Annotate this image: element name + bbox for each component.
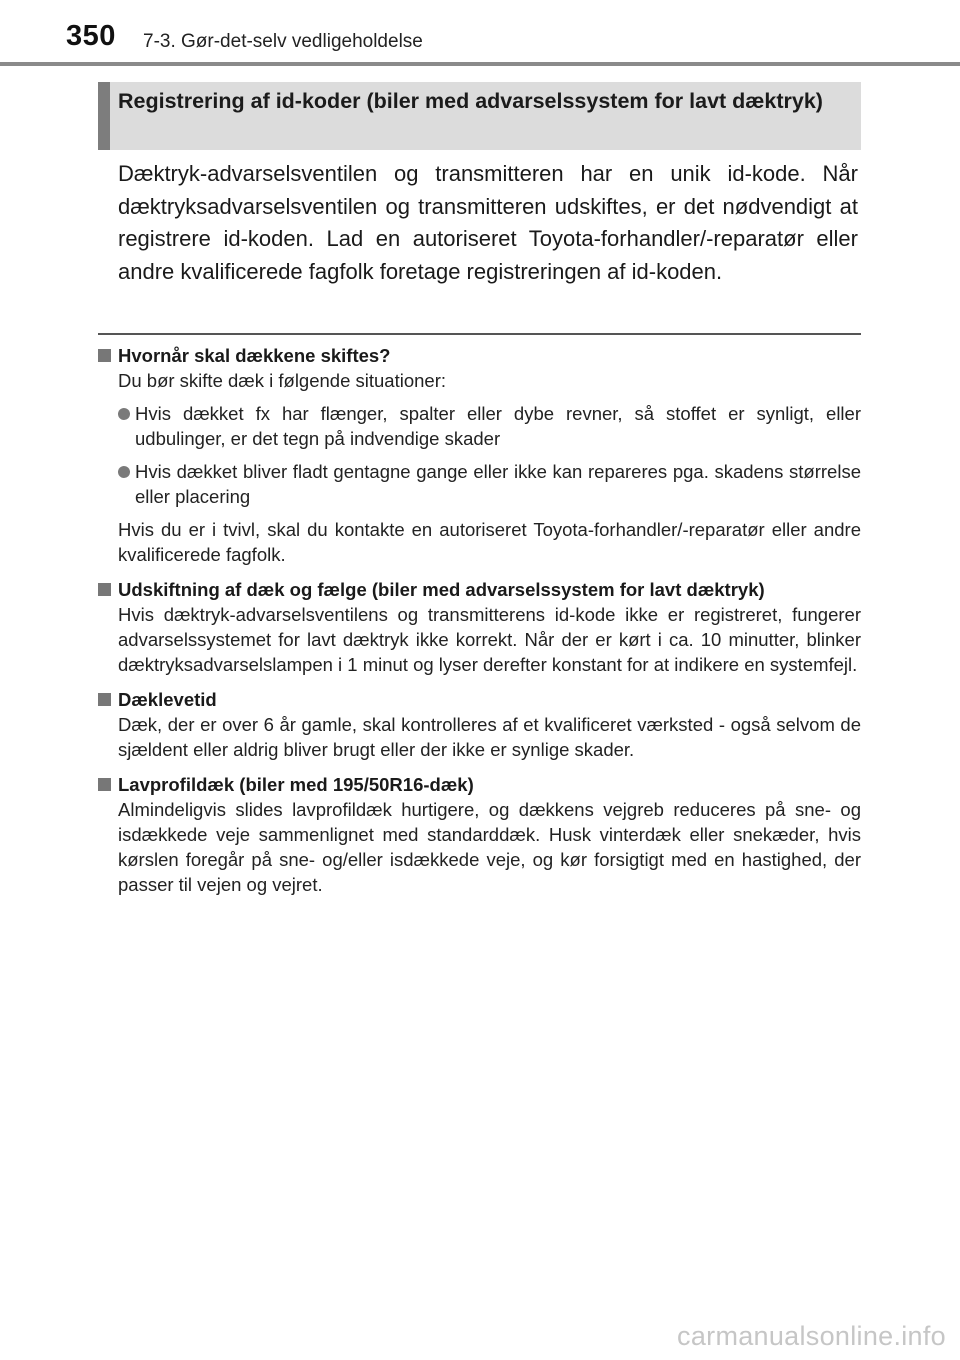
notes-content [98, 343, 861, 907]
round-bullet-icon [118, 408, 130, 420]
header-rule [0, 62, 960, 66]
watermark: carmanualsonline.info [677, 1321, 946, 1351]
topic-tire-wheel-replacement [98, 577, 861, 677]
page-number: 350 [66, 20, 116, 52]
square-bullet-icon [98, 693, 111, 706]
topic-body: Dæk, der er over 6 år gamle, skal kontrolleres af et kvalificeret værksted - også selvom de sjældent eller aldrig bliver brugt eller der ikke er synlige skader. [118, 714, 861, 760]
section-title: Registrering af id-koder (biler med advarselssystem for lavt dæktryk) [118, 89, 823, 113]
section-heading-box [98, 82, 861, 150]
topic-low-profile-tires [98, 772, 861, 897]
round-bullet-icon [118, 466, 130, 478]
topic-body: Almindeligvis slides lavprofildæk hurtigere, og dækkens vejgreb reduceres på sne- og isdækkede veje sammenlignet med standarddæk. Husk vinterdæk eller snekæder, hvis kørslen foregår på sne- og/eller isdækkede veje, og kør forsigtigt med en hastighed, der passer til vejen og vejret. [118, 799, 861, 895]
topic-title: Dæklevetid [118, 689, 217, 710]
square-bullet-icon [98, 583, 111, 596]
list-item [118, 459, 861, 509]
square-bullet-icon [98, 778, 111, 791]
topic-body: Hvis dæktryk-advarselsventilens og transmitterens id-kode ikke er registreret, fungerer advarselssystemet for lavt dæktryk ikke korrekt. Når der er kørt i ca. 10 minutter, blinker dæktryksadvarselslampen i 1 minut og lyser derefter konstant for at indikere en systemfejl. [118, 604, 861, 675]
square-bullet-icon [98, 349, 111, 362]
topic-tire-replacement [98, 343, 861, 567]
list-item-text: Hvis dækket bliver fladt gentagne gange eller ikke kan repareres pga. skadens størrelse eller placering [135, 461, 861, 507]
list-item-text: Hvis dækket fx har flænger, spalter eller dybe revner, så stoffet er synligt, eller udbulinger, er det tegn på indvendige skader [135, 403, 861, 449]
topic-title: Lavprofildæk (biler med 195/50R16-dæk) [118, 774, 474, 795]
topic-lead: Du bør skifte dæk i følgende situationer: [118, 370, 447, 391]
topic-title: Udskiftning af dæk og fælge (biler med advarselssystem for lavt dæktryk) [118, 579, 765, 600]
section-intro: Dæktryk-advarselsventilen og transmitteren har en unik id-kode. Når dæktryksadvarselsventilen og transmitteren udskiftes, er det nødvendigt at registrere id-koden. Lad en autoriseret Toyota-forhandler/-reparatør eller andre kvalificerede fagfolk foretage registreringen af id-koden. [118, 161, 858, 284]
topic-title: Hvornår skal dækkene skiftes? [118, 345, 391, 366]
list-item [118, 401, 861, 451]
topic-tire-lifetime [98, 687, 861, 762]
topic-closing: Hvis du er i tvivl, skal du kontakte en autoriseret Toyota-forhandler/-reparatør eller andre kvalificerede fagfolk. [118, 519, 861, 565]
page-header [0, 0, 960, 70]
section-divider [98, 333, 861, 335]
chapter-title: 7-3. Gør-det-selv vedligeholdelse [143, 31, 423, 52]
